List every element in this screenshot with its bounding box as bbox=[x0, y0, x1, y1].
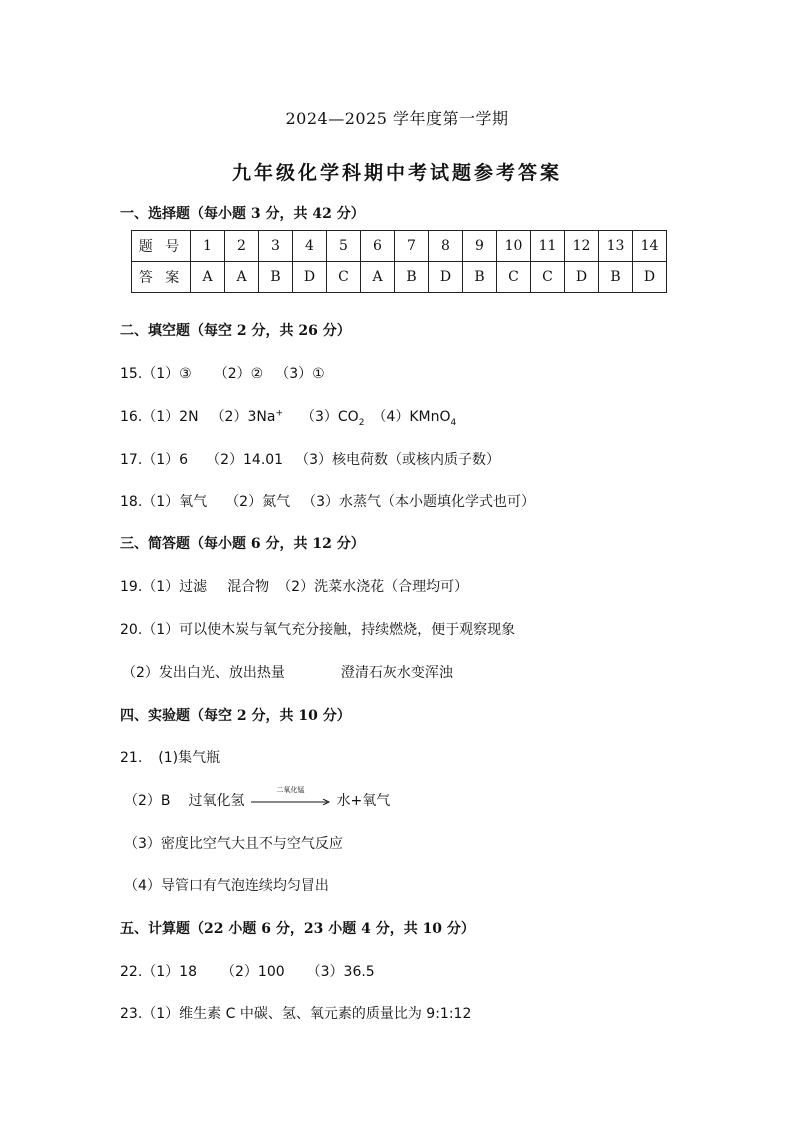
table-cell: 11 bbox=[531, 231, 565, 262]
row-label-number: 题 号 bbox=[132, 231, 191, 262]
answer-part: 混合物 bbox=[227, 579, 270, 595]
answer-part: （2）氮气 bbox=[225, 494, 291, 510]
answer-part: 澄清石灰水变浑浊 bbox=[340, 665, 453, 681]
q23-line bbox=[120, 1003, 471, 1023]
answer-part: （1）2N bbox=[142, 409, 199, 425]
table-cell: C bbox=[327, 262, 361, 293]
table-cell: C bbox=[497, 262, 531, 293]
answer-part: （2）② bbox=[213, 366, 264, 382]
question-number: 19. bbox=[120, 579, 143, 595]
section1-heading: 一、选择题（每小题 3 分，共 42 分） bbox=[120, 206, 365, 222]
table-cell: C bbox=[531, 262, 565, 293]
table-cell: 14 bbox=[633, 231, 667, 262]
table-row-numbers bbox=[132, 231, 667, 262]
question-number: 21. bbox=[120, 750, 143, 766]
answer-part: （4）导管口有气泡连续均匀冒出 bbox=[124, 878, 329, 894]
answer-part: （2）100 bbox=[221, 964, 285, 980]
q21-line bbox=[120, 747, 220, 767]
answer-part: (1)集气瓶 bbox=[158, 750, 221, 766]
answer-part: （3）① bbox=[275, 366, 325, 382]
table-cell: 8 bbox=[429, 231, 463, 262]
table-cell: D bbox=[293, 262, 327, 293]
q18-line bbox=[120, 491, 535, 511]
table-cell: B bbox=[259, 262, 293, 293]
answer-part: （3）水蒸气（本小题填化学式也可） bbox=[302, 494, 536, 510]
answer-part: （1）维生素 C 中碳、氢、氧元素的质量比为 9:1:12 bbox=[142, 1006, 472, 1022]
question-number: 22. bbox=[120, 964, 143, 980]
table-cell: 13 bbox=[599, 231, 633, 262]
section5-heading: 五、计算题（22 小题 6 分，23 小题 4 分，共 10 分） bbox=[120, 921, 475, 937]
table-cell: B bbox=[463, 262, 497, 293]
answer-part: （1）过滤 bbox=[142, 579, 208, 595]
q22-line bbox=[120, 961, 375, 981]
table-row-answers bbox=[132, 262, 667, 293]
table-cell: A bbox=[361, 262, 395, 293]
table-cell: D bbox=[565, 262, 599, 293]
answer-part: （1）18 bbox=[142, 964, 197, 980]
reaction-arrow bbox=[251, 786, 331, 808]
subscript: 4 bbox=[450, 417, 457, 428]
section4-heading: 四、实验题（每空 2 分，共 10 分） bbox=[120, 708, 351, 724]
answer-part: （1）可以使木炭与氧气充分接触，持续燃烧，便于观察现象 bbox=[142, 622, 516, 638]
section2-heading: 二、填空题（每空 2 分，共 26 分） bbox=[120, 323, 351, 339]
table-cell: 12 bbox=[565, 231, 599, 262]
q16-line bbox=[120, 406, 456, 428]
question-number: 20. bbox=[120, 622, 143, 638]
q15-line bbox=[120, 363, 325, 383]
reaction-condition: 二氧化锰 bbox=[276, 786, 305, 794]
row-label-answer: 答 案 bbox=[132, 262, 191, 293]
question-number: 16. bbox=[120, 409, 143, 425]
q21-line-4 bbox=[124, 875, 329, 895]
answer-part: （1）氧气 bbox=[142, 494, 208, 510]
table-cell: 1 bbox=[191, 231, 225, 262]
question-number: 23. bbox=[120, 1006, 143, 1022]
q17-line bbox=[120, 449, 500, 469]
answer-part: （3）核电荷数（或核内质子数） bbox=[295, 452, 501, 468]
arrow-icon bbox=[251, 799, 331, 805]
table-cell: 3 bbox=[259, 231, 293, 262]
superscript: + bbox=[275, 408, 283, 419]
answer-part: （2）14.01 bbox=[206, 452, 284, 468]
table-cell: 2 bbox=[225, 231, 259, 262]
table-cell: A bbox=[225, 262, 259, 293]
subscript: 2 bbox=[358, 417, 365, 428]
question-number: 18. bbox=[120, 494, 143, 510]
q19-line bbox=[120, 576, 468, 596]
table-cell: 7 bbox=[395, 231, 429, 262]
term-title: 2024—2025 学年度第一学期 bbox=[285, 109, 509, 128]
answer-part: （3）CO bbox=[300, 409, 359, 425]
table-cell: B bbox=[395, 262, 429, 293]
question-number: 17. bbox=[120, 452, 143, 468]
table-cell: 6 bbox=[361, 231, 395, 262]
table-cell: B bbox=[599, 262, 633, 293]
answer-part: （2）3Na bbox=[210, 409, 276, 425]
answer-part: （2）发出白光、放出热量 bbox=[122, 665, 285, 681]
table-cell: 10 bbox=[497, 231, 531, 262]
answer-part: （3）密度比空气大且不与空气反应 bbox=[124, 836, 343, 852]
answer-part: （4）KMnO bbox=[372, 409, 451, 425]
table-cell: D bbox=[429, 262, 463, 293]
q20-line bbox=[120, 619, 515, 639]
q21-line-2 bbox=[124, 786, 391, 810]
table-cell: 9 bbox=[463, 231, 497, 262]
product: 水+氧气 bbox=[336, 793, 391, 809]
answer-part: （2）洗菜水浇花（合理均可） bbox=[277, 579, 469, 595]
q20-line-2 bbox=[122, 662, 453, 682]
table-cell: A bbox=[191, 262, 225, 293]
question-number: 15. bbox=[120, 366, 143, 382]
table-cell: 5 bbox=[327, 231, 361, 262]
reactant: 过氧化氢 bbox=[188, 793, 245, 809]
table-cell: 4 bbox=[293, 231, 327, 262]
answer-part: （2）B bbox=[124, 793, 171, 809]
section3-heading: 三、简答题（每小题 6 分，共 12 分） bbox=[120, 536, 365, 552]
answer-part: （3）36.5 bbox=[306, 964, 375, 980]
answer-part: （1）③ bbox=[142, 366, 192, 382]
table-cell: D bbox=[633, 262, 667, 293]
answer-table bbox=[131, 230, 667, 293]
q21-line-3 bbox=[124, 833, 343, 853]
page-title: 九年级化学科期中考试题参考答案 bbox=[231, 162, 562, 184]
answer-part: （1）6 bbox=[142, 452, 189, 468]
